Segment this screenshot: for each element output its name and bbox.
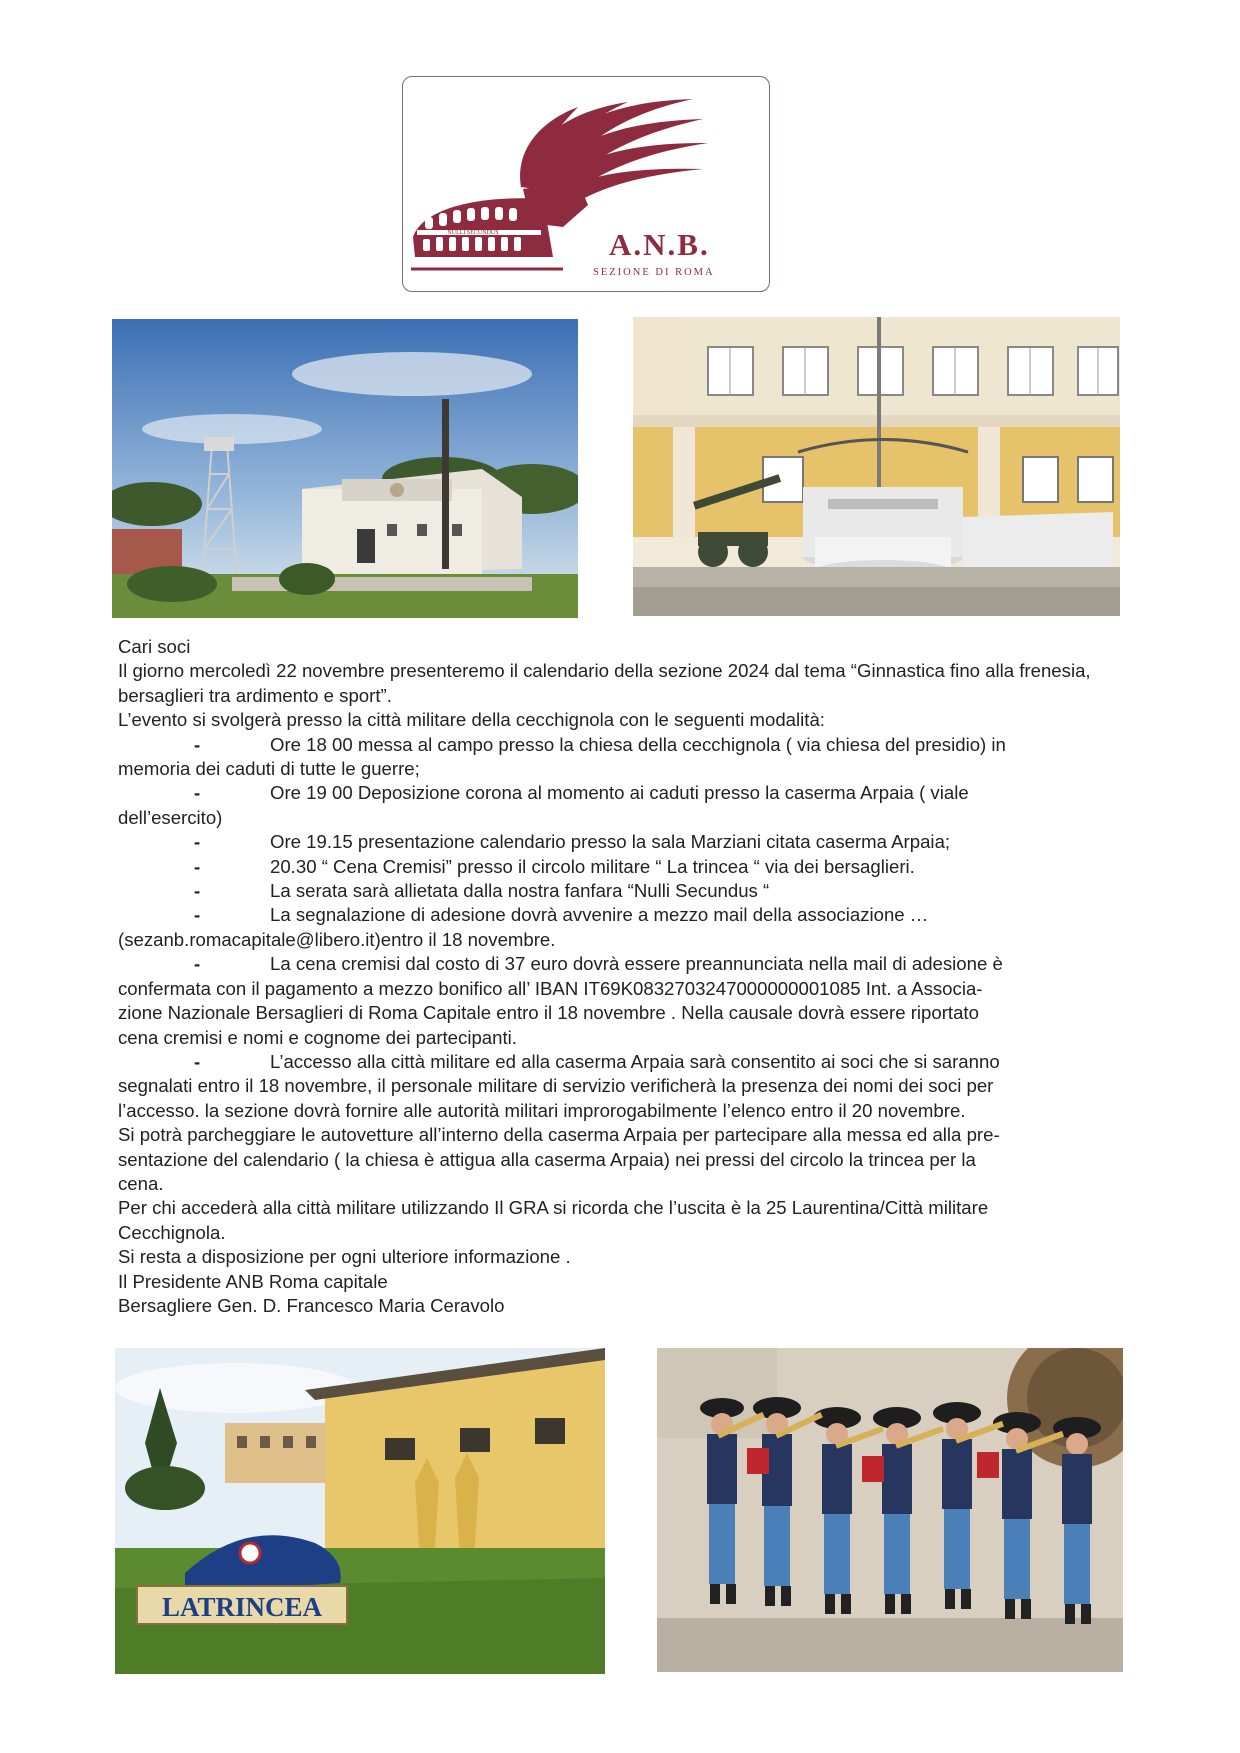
la-trincea-club-photo: [115, 1348, 605, 1674]
anb-logo: [402, 76, 770, 292]
list-item-access: [118, 1050, 1118, 1074]
list-item-payment: [118, 952, 1118, 976]
list-item-continuation: dell’esercito): [118, 806, 223, 828]
closing-line: Si resta a disposizione per ogni ulteriore informazione .: [118, 1246, 571, 1268]
modalities-paragraph: L’evento si svolgerà presso la città militare della cecchignola con le seguenti modalità:: [118, 709, 825, 731]
list-item-continuation: cena cremisi e nomi e cognome dei partecipanti.: [118, 1026, 517, 1048]
list-item-continuation: (sezanb.romacapitale@libero.it)entro il 18 novembre.: [118, 928, 556, 950]
gra-paragraph: Cecchignola.: [118, 1221, 226, 1243]
list-item-text: 20.30 “ Cena Cremisi” presso il circolo militare “ La trincea “ via dei bersaglieri.: [270, 855, 915, 877]
list-item-text: La segnalazione di adesione dovrà avvenire a mezzo mail della associazione …: [270, 904, 929, 926]
list-item-continuation: memoria dei caduti di tutte le guerre;: [118, 758, 420, 780]
logo-org-name: A.N.B.: [609, 227, 710, 262]
barracks-monument-photo: [633, 317, 1120, 616]
list-item-continuation: confermata con il pagamento a mezzo bonifico all’ IBAN IT69K0832703247000000001085 Int. a Associa-: [118, 977, 983, 999]
la-trincea-club-image-icon: [115, 1348, 605, 1674]
list-item-wreath: [118, 781, 1118, 805]
list-item-continuation: l’accesso. la sezione dovrà fornire alle autorità militari improrogabilmente l’elenco entro il 20 novembre.: [118, 1099, 966, 1121]
la-trincea-sign-text: LATRINCEA: [161, 1592, 323, 1622]
logo-section-name: SEZIONE DI ROMA: [593, 267, 715, 278]
greeting: Cari soci: [118, 636, 191, 657]
list-item-continuation: zione Nazionale Bersaglieri di Roma Capitale entro il 18 novembre . Nella causale dovrà essere riportato: [118, 1002, 979, 1024]
barracks-monument-image-icon: [633, 317, 1120, 616]
list-item-text: La serata sarà allietata dalla nostra fanfara “Nulli Secundus “: [270, 880, 770, 902]
list-item-text: Ore 19 00 Deposizione corona al momento ai caduti presso la caserma Arpaia ( viale: [270, 782, 969, 804]
list-item-text: L’accesso alla città militare ed alla caserma Arpaia sarà consentito ai soci che si saranno: [270, 1050, 1000, 1072]
signature-name: Bersagliere Gen. D. Francesco Maria Ceravolo: [118, 1294, 505, 1316]
logo-motto: NULLI SECUNDUS: [447, 230, 499, 236]
parking-paragraph: sentazione del calendario ( la chiesa è attigua alla caserma Arpaia) nei pressi del circolo la trincea per la: [118, 1148, 976, 1170]
list-item-text: Ore 18 00 messa al campo presso la chiesa della cecchignola ( via chiesa del presidio) in: [270, 733, 1006, 755]
bersaglieri-band-photo: [657, 1348, 1123, 1672]
list-item-text: La cena cremisi dal costo di 37 euro dovrà essere preannunciata nella mail di adesione è: [270, 953, 1003, 975]
parking-paragraph: cena.: [118, 1172, 164, 1194]
parking-paragraph: Si potrà parcheggiare le autovetture all’interno della caserma Arpaia per partecipare alla messa ed alla pre-: [118, 1124, 1000, 1146]
bersaglieri-band-image-icon: [657, 1348, 1123, 1672]
list-item-registration: [118, 903, 1118, 927]
headquarters-building-image-icon: [112, 319, 578, 618]
headquarters-building-photo: [112, 319, 578, 618]
list-item-mass: [118, 733, 1118, 757]
list-item-fanfare: [118, 879, 1118, 903]
list-item-calendar: [118, 830, 1118, 854]
list-item-dinner: [118, 855, 1118, 879]
intro-paragraph: Il giorno mercoledì 22 novembre presenteremo il calendario della sezione 2024 dal tema “Ginnastica fino alla frenesia, bersaglieri tra ardimento e sport”.: [118, 660, 1091, 706]
list-item-text: Ore 19.15 presentazione calendario presso la sala Marziani citata caserma Arpaia;: [270, 831, 951, 853]
gra-paragraph: Per chi accederà alla città militare utilizzando Il GRA si ricorda che l’uscita è la 25 Laurentina/Città militare: [118, 1197, 989, 1219]
list-item-continuation: segnalati entro il 18 novembre, il personale militare di servizio verificherà la presenza dei nomi dei soci per: [118, 1075, 994, 1097]
signature-title: Il Presidente ANB Roma capitale: [118, 1270, 388, 1292]
colosseum-plume-emblem-icon: [403, 77, 769, 291]
letter-body: [118, 635, 1118, 1318]
